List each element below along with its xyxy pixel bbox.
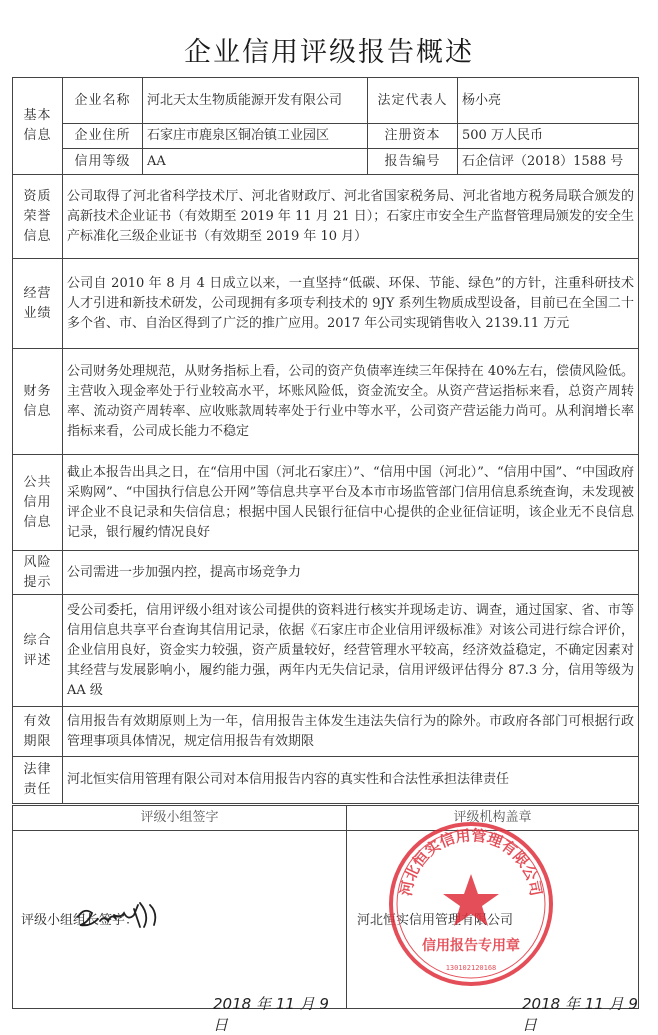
seal-org-text: 河北恒实信用管理有限公司 (396, 826, 546, 898)
address-value: 石家庄市鹿泉区铜冶镇工业园区 (143, 124, 368, 149)
section-label-performance: 经营业绩 (13, 259, 63, 349)
signoff-left-header: 评级小组签字 (13, 806, 347, 831)
report-no-label: 报告编号 (368, 149, 458, 175)
section-text-legal: 河北恒实信用管理有限公司对本信用报告内容的真实性和合法性承担法律责任 (63, 757, 639, 804)
leader-sign-label: 评级小组组长签字： (21, 913, 139, 928)
seal-number: 130102120168 (445, 964, 497, 972)
section-label-validity: 有效期限 (13, 707, 63, 757)
capital-value: 500 万人民币 (458, 124, 639, 149)
section-text-qualification: 公司取得了河北省科学技术厅、河北省财政厅、河北省国家税务局、河北省地方税务局联合颁发的高新技术企业证书（有效期至 2019 年 11 月 21 日）；石家庄市安全生产监督管理局颁发的安全生产标准化三级企业证书（有效期至 2019 年 10 月） (63, 175, 639, 259)
section-text-performance: 公司自 2010 年 8 月 4 日成立以来，一直坚持“低碳、环保、节能、绿色”的方针，注重科研技术人才引进和新技术研发，公司现拥有多项专利技术的 9JY 系列生物质成型设备，目前已在全国二十多个省、市、自治区得到了广泛的推广应用。2017 年公司实现销售收入 2139.11 万元 (63, 259, 639, 349)
company-name-label: 企业名称 (63, 78, 143, 124)
section-text-summary: 受公司委托，信用评级小组对该公司提供的资料进行核实并现场走访、调查，通过国家、省、市等信用信息共享平台查询其信用记录，依据《石家庄市企业信用评级标准》对该公司进行综合评价，企业信用良好，资金实力较强，资产质量较好，经营管理水平较高，经济效益稳定，不确定因素对其经营与发展影响小，履约能力强，两年内无失信记录，信用评级评估得分 87.3 分，信用等级为 AA 级 (63, 595, 639, 707)
rating-label: 信用等级 (63, 149, 143, 175)
org-name: 河北恒实信用管理有限公司 (357, 913, 514, 928)
legal-rep-label: 法定代表人 (368, 78, 458, 124)
section-label-legal: 法律责任 (13, 757, 63, 804)
page-title: 企业信用评级报告概述 (184, 37, 474, 68)
report-no-value: 石企信评（2018）1588 号 (458, 149, 639, 175)
company-name-value: 河北天太生物质能源开发有限公司 (143, 78, 368, 124)
sign-date-right: 2018 年 11 月 9 日 (522, 995, 638, 1034)
legal-rep-value: 杨小亮 (458, 78, 639, 124)
sign-date-left: 2018 年 11 月 9 日 (213, 995, 329, 1034)
handwritten-signature (70, 895, 180, 935)
official-seal-icon (385, 818, 557, 990)
section-text-validity: 信用报告有效期原则上为一年，信用报告主体发生违法失信行为的除外。市政府各部门可根据行政管理事项具体情况，规定信用报告有效期限 (63, 707, 639, 757)
address-label: 企业住所 (63, 124, 143, 149)
seal-subtext: 信用报告专用章 (422, 938, 520, 954)
section-label-risk: 风险提示 (13, 551, 63, 595)
rating-value: AA (143, 149, 368, 175)
section-label-summary: 综合评述 (13, 595, 63, 707)
section-text-public-credit: 截止本报告出具之日，在“信用中国（河北石家庄）”、“信用中国（河北）”、“信用中国”、“中国政府采购网”、“中国执行信息公开网”等信息共享平台及本市市场监管部门信用信息系统查询，未发现被评企业不良记录和失信信息；根据中国人民银行征信中心提供的企业征信证明，该企业无不良信息记录，银行履约情况良好 (63, 455, 639, 551)
section-label-qualification: 资质荣誉信息 (13, 175, 63, 259)
report-table (12, 77, 639, 804)
section-label-finance: 财务信息 (13, 349, 63, 455)
section-label-public-credit: 公共信用信息 (13, 455, 63, 551)
section-text-risk: 公司需进一步加强内控，提高市场竞争力 (63, 551, 639, 595)
section-text-finance: 公司财务处理规范，从财务指标上看，公司的资产负债率连续三年保持在 40%左右，偿债风险低。主营收入现金率处于行业较高水平，坏账风险低，资金流安全。从资产营运指标来看，总资产周转率、流动资产周转率、应收账款周转率处于行业中等水平，公司资产营运能力尚可。从利润增长率指标来看，公司成长能力不稳定 (63, 349, 639, 455)
section-label-basic: 基本信息 (13, 78, 63, 175)
signoff-right-header: 评级机构盖章 (347, 806, 639, 831)
capital-label: 注册资本 (368, 124, 458, 149)
